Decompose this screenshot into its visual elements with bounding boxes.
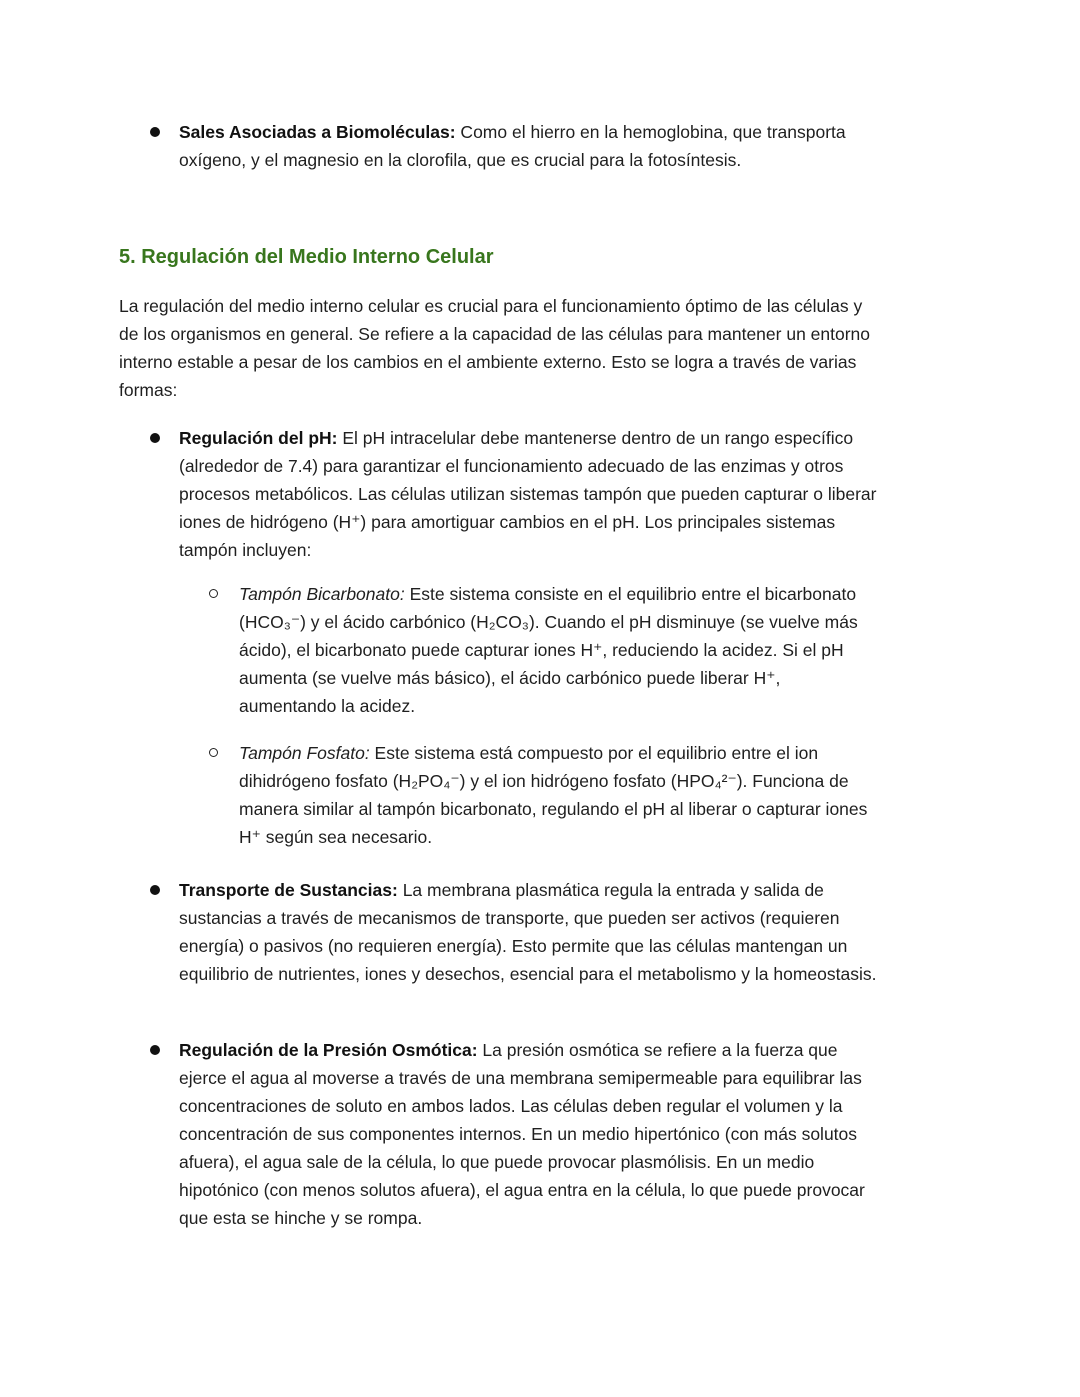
sub-bullet-label: Tampón Fosfato: xyxy=(239,743,370,763)
sub-bullet-marker xyxy=(209,748,218,757)
bullet-presion-osmotica xyxy=(179,1036,879,1232)
sub-bullet-tampon-bicarbonato xyxy=(239,580,879,720)
intro-bullet-sales-biomoleculas xyxy=(179,118,879,174)
sub-bullet-tampon-fosfato xyxy=(239,739,879,851)
bullet-marker xyxy=(150,433,160,443)
bullet-marker xyxy=(150,127,160,137)
bullet-label: Transporte de Sustancias: xyxy=(179,880,398,900)
sub-bullet-text: Este sistema consiste en el equilibrio entre el bicarbonato (HCO₃⁻) y el ácido carbónico (H₂CO₃). Cuando el pH disminuye (se vuelve más ácido), el bicarbonato puede capturar iones H⁺, reduciendo la acidez. Si el pH aumenta (se vuelve más básico), el ácido carbónico puede liberar H⁺, aumentando la acidez. xyxy=(239,584,858,716)
section-heading: 5. Regulación del Medio Interno Celular xyxy=(119,246,494,268)
bullet-text: Como el hierro en la hemoglobina, que transporta oxígeno, y el magnesio en la clorofila, que es crucial para la fotosíntesis. xyxy=(179,122,846,170)
section-paragraph: La regulación del medio interno celular es crucial para el funcionamiento óptimo de las células y de los organismos en general. Se refiere a la capacidad de las células para mantener un entorno interno estable a pesar de los cambios en el ambiente externo. Esto se logra a través de varias formas: xyxy=(119,296,871,400)
bullet-text: La presión osmótica se refiere a la fuerza que ejerce el agua al moverse a través de una membrana semipermeable para equilibrar las concentraciones de soluto en ambos lados. Las células deben regular el volumen y la concentración de sus componentes internos. En un medio hipertónico (con más solutos afuera), el agua sale de la célula, lo que puede provocar plasmólisis. En un medio hipotónico (con menos solutos afuera), el agua entra en la célula, lo que puede provocar que esta se hinche y se rompa. xyxy=(179,1040,865,1228)
bullet-label: Regulación de la Presión Osmótica: xyxy=(179,1040,478,1060)
sub-bullet-label: Tampón Bicarbonato: xyxy=(239,584,405,604)
bullet-label: Regulación del pH: xyxy=(179,428,338,448)
sub-bullet-text: Este sistema está compuesto por el equilibrio entre el ion dihidrógeno fosfato (H₂PO₄⁻) y el ion hidrógeno fosfato (HPO₄²⁻). Funciona de manera similar al tampón bicarbonato, regulando el pH al liberar o capturar iones H⁺ según sea necesario. xyxy=(239,743,868,847)
bullet-text: La membrana plasmática regula la entrada y salida de sustancias a través de mecanismos de transporte, que pueden ser activos (requieren energía) o pasivos (no requieren energía). Esto permite que las células mantengan un equilibrio de nutrientes, iones y desechos, esencial para el metabolismo y la homeostasis. xyxy=(179,880,877,984)
bullet-marker xyxy=(150,885,160,895)
bullet-marker xyxy=(150,1045,160,1055)
bullet-regulacion-ph xyxy=(179,424,879,564)
sub-bullet-marker xyxy=(209,589,218,598)
bullet-label: Sales Asociadas a Biomoléculas: xyxy=(179,122,456,142)
bullet-text: El pH intracelular debe mantenerse dentro de un rango específico (alrededor de 7.4) para garantizar el funcionamiento adecuado de las enzimas y otros procesos metabólicos. Las células utilizan sistemas tampón que pueden capturar o liberar iones de hidrógeno (H⁺) para amortiguar cambios en el pH. Los principales sistemas tampón incluyen: xyxy=(179,428,877,560)
bullet-transporte-sustancias xyxy=(179,876,879,988)
